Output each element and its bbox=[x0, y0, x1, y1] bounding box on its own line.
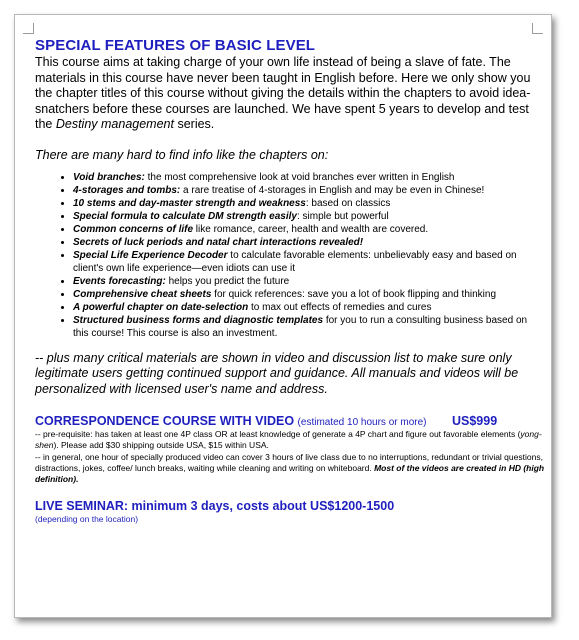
feature-text: to calculate favorable elements: unbelievably easy and based on client's own life experience—even idiots can use it bbox=[73, 249, 517, 274]
crop-mark-top-right bbox=[532, 23, 543, 34]
live-seminar-note: (depending on the location) bbox=[35, 514, 139, 524]
general-bold: Most of the videos are created in HD (high definition). bbox=[35, 463, 545, 484]
intro-text: This course aims at taking charge of your own life instead of being a slave of fate. The materials in this course have never been taught in English before. Here we only show you the chapter titles of this course without giving the details within the chapters to avoid idea-snatchers before these courses are launched. We have spent 5 years to develop and test the bbox=[35, 55, 531, 131]
chapters-subheading: There are many hard to find info like the chapters on: bbox=[35, 147, 329, 162]
feature-text: : simple but powerful bbox=[296, 210, 389, 222]
feature-item bbox=[73, 301, 545, 314]
intro-paragraph bbox=[35, 55, 545, 133]
correspondence-prereq bbox=[35, 429, 545, 451]
document-page bbox=[14, 14, 552, 618]
prereq-text: -- pre-requisite: has taken at least one 4P class OR at least knowledge of generate a 4P chart and figure out favorable elements ( bbox=[35, 429, 521, 439]
feature-bold: Special Life Experience Decoder bbox=[73, 249, 228, 261]
feature-bold: A powerful chapter on date-selection bbox=[73, 301, 249, 313]
feature-item bbox=[73, 223, 545, 236]
correspondence-note: (estimated 10 hours or more) bbox=[297, 417, 427, 428]
feature-item bbox=[73, 171, 545, 184]
prereq-text-end: ). Please add $30 shipping outside USA, $15 within USA. bbox=[53, 440, 269, 450]
feature-item bbox=[73, 249, 545, 275]
feature-item bbox=[73, 314, 545, 340]
feature-item bbox=[73, 210, 545, 223]
plus-paragraph: -- plus many critical materials are shown in video and discussion list to make sure only legitimate users getting continued support and guidance. All manuals and videos will be personalized with licensed user's name and address. bbox=[35, 350, 519, 396]
correspondence-price: US$999 bbox=[451, 414, 498, 428]
feature-bold: Structured business forms and diagnostic templates bbox=[73, 314, 324, 326]
feature-text: : based on classics bbox=[305, 197, 391, 209]
feature-item bbox=[73, 236, 545, 249]
feature-text: helps you predict the future bbox=[165, 275, 290, 287]
feature-bold: Secrets of luck periods and natal chart interactions revealed! bbox=[73, 236, 364, 248]
feature-text: for you to run a consulting business based on this course! This course is also an investment. bbox=[73, 314, 528, 339]
feature-item bbox=[73, 197, 545, 210]
feature-bold: 4-storages and tombs: bbox=[73, 184, 181, 196]
prereq-italic: yong-shen bbox=[35, 429, 542, 450]
document-content bbox=[35, 37, 545, 524]
feature-text: the most comprehensive look at void branches ever written in English bbox=[144, 171, 455, 183]
feature-text: to max out effects of remedies and cures bbox=[248, 301, 432, 313]
intro-italic: Destiny management bbox=[55, 117, 174, 131]
feature-bold: 10 stems and day-master strength and weakness bbox=[73, 197, 306, 209]
feature-item bbox=[73, 184, 545, 197]
feature-text: like romance, career, health and wealth are covered. bbox=[193, 223, 429, 235]
feature-text: a rare treatise of 4-storages in English and may be even in Chinese! bbox=[180, 184, 485, 196]
correspondence-title: CORRESPONDENCE COURSE WITH VIDEO bbox=[35, 414, 295, 428]
live-seminar-heading: LIVE SEMINAR: minimum 3 days, costs about US$1200-1500 bbox=[35, 499, 395, 513]
general-text: -- in general, one hour of specially produced video can cover 3 hours of live class due to no interruptions, redundant or trivial questions, distractions, jokes, coffee/ lunch breaks, waiting while cleaning and writing on whiteboard. bbox=[35, 452, 543, 473]
page-title: SPECIAL FEATURES OF BASIC LEVEL bbox=[35, 37, 316, 54]
feature-text: for quick references: save you a lot of book flipping and thinking bbox=[211, 288, 497, 300]
correspondence-heading bbox=[35, 414, 545, 428]
feature-bold: Comprehensive cheat sheets bbox=[73, 288, 212, 300]
feature-bold: Common concerns of life bbox=[73, 223, 194, 235]
feature-bold: Special formula to calculate DM strength easily bbox=[73, 210, 297, 222]
correspondence-general bbox=[35, 452, 545, 485]
features-list bbox=[35, 171, 545, 340]
feature-bold: Events forecasting: bbox=[73, 275, 166, 287]
intro-text-end: series. bbox=[173, 117, 215, 131]
feature-item bbox=[73, 275, 545, 288]
feature-item bbox=[73, 288, 545, 301]
crop-mark-top-left bbox=[23, 23, 34, 34]
feature-bold: Void branches: bbox=[73, 171, 145, 183]
